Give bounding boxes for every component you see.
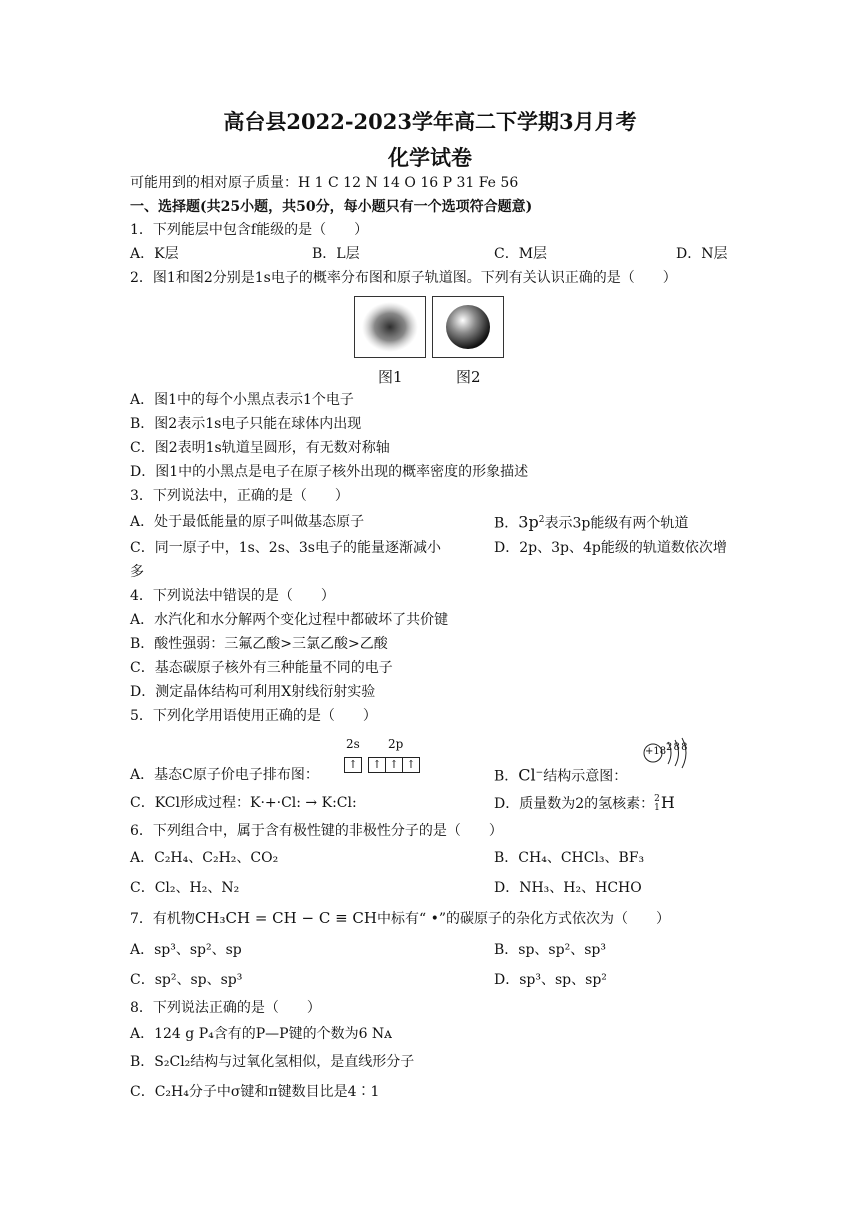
q5-d-nuclide — [654, 795, 660, 813]
orbital-diagram — [344, 754, 420, 773]
q5-d-mass: 2 — [654, 794, 660, 804]
q1-stem: 1．下列能层中包含f能级的是（ ） — [130, 222, 369, 238]
label-2p: 2p — [388, 737, 404, 751]
q3-option-d: D．2p、3p、4p能级的轨道数依次增 — [494, 540, 727, 556]
q2-option-c: C．图2表明1s轨道呈圆形，有无数对称轴 — [130, 440, 390, 456]
q3-b-prefix: B． — [494, 515, 519, 532]
q5-b-prefix: B． — [494, 768, 519, 785]
exam-title: 高台县2022-2023学年高二下学期3月月考 — [223, 109, 637, 134]
q8-option-b: B．S₂Cl₂结构与过氧化氢相似，是直线形分子 — [130, 1054, 415, 1070]
q3-b-sup: 2 — [538, 515, 545, 525]
q8-stem: 8．下列说法正确的是（ ） — [130, 1000, 321, 1016]
q6-option-c: C．Cl₂、H₂、N₂ — [130, 880, 240, 896]
section-header: 一、选择题(共25小题，共50分，每小题只有一个选项符合题意) — [130, 199, 533, 215]
exam-subtitle: 化学试卷 — [388, 145, 472, 170]
q1-option-c: C．M层 — [494, 246, 548, 262]
q7-option-d: D．sp³、sp、sp² — [494, 972, 607, 988]
orbital-box-2s: ↑ — [344, 757, 362, 773]
q5-stem: 5．下列化学用语使用正确的是（ ） — [130, 708, 377, 724]
sphere-image — [433, 297, 503, 357]
nucleus-charge: +18 — [645, 746, 667, 757]
q5-d-text: D．质量数为2的氢核素： — [494, 796, 655, 812]
q2-option-a: A．图1中的每个小黑点表示1个电子 — [130, 392, 354, 408]
q4-option-a: A．水汽化和水分解两个变化过程中都破坏了共价键 — [130, 612, 449, 628]
q7-stem — [130, 909, 670, 928]
q2-option-d: D．图1中的小黑点是电子在原子核外出现的概率密度的形象描述 — [130, 464, 529, 480]
q7-stem-suffix: 中标有“ •”的碳原子的杂化方式依次为（ ） — [376, 911, 670, 927]
orbital-sphere-figure — [432, 296, 504, 358]
chloride-structure-diagram — [642, 736, 694, 774]
q5-option-b — [494, 764, 627, 786]
q1-option-b: B．L层 — [312, 246, 360, 262]
q6-option-a: A．C₂H₄、C₂H₂、CO₂ — [130, 850, 279, 866]
q3-option-c-wrap: 多 — [130, 564, 144, 580]
q6-option-d: D．NH₃、H₂、HCHO — [494, 880, 642, 896]
q3-stem: 3．下列说法中，正确的是（ ） — [130, 488, 349, 504]
q3-option-a: A．处于最低能量的原子叫做基态原子 — [130, 514, 365, 530]
q1-option-a: A．K层 — [130, 246, 179, 262]
q3-b-rest: 表示3p能级有两个轨道 — [544, 515, 689, 532]
q6-option-b: B．CH₄、CHCl₃、BF₃ — [494, 850, 645, 866]
label-2s: 2s — [346, 737, 360, 751]
q5-b-rest: 结构示意图： — [543, 768, 628, 785]
q4-option-c: C．基态碳原子核外有三种能量不同的电子 — [130, 660, 393, 676]
electron-cloud-image — [355, 297, 425, 357]
q2-option-b: B．图2表示1s电子只能在球体内出现 — [130, 416, 362, 432]
q5-b-ion: Cl — [518, 765, 536, 785]
q6-stem: 6．下列组合中，属于含有极性键的非极性分子的是（ ） — [130, 823, 503, 839]
q7-option-b: B．sp、sp²、sp³ — [494, 942, 606, 958]
orbital-box-2p-1: ↑ — [368, 757, 386, 773]
q4-stem: 4．下列说法中错误的是（ ） — [130, 588, 335, 604]
q1-option-d: D．N层 — [676, 246, 728, 262]
atomic-mass-line: 可能用到的相对原子质量：H 1 C 12 N 14 O 16 P 31 Fe 56 — [130, 175, 519, 191]
fig2-caption: 图2 — [456, 368, 481, 386]
orbital-box-2p-2: ↑ — [386, 757, 403, 773]
q7-option-c: C．sp²、sp、sp³ — [130, 972, 243, 988]
shell-electrons: 2 8 8 — [666, 742, 687, 753]
q5-d-num: 1 — [654, 803, 660, 813]
q5-d-symbol: H — [660, 793, 675, 812]
fig1-caption: 图1 — [378, 368, 403, 386]
q8-option-a: A．124 g P₄含有的P—P键的个数为6 Nᴀ — [130, 1026, 393, 1042]
q5-b-charge: − — [535, 768, 544, 778]
q3-option-c: C．同一原子中，1s、2s、3s电子的能量逐渐减小 — [130, 540, 441, 556]
q4-option-b: B．酸性强弱：三氟乙酸>三氯乙酸>乙酸 — [130, 636, 388, 652]
q5-option-a: A．基态C原子价电子排布图： — [130, 767, 319, 783]
q7-stem-prefix: 7．有机物 — [130, 911, 195, 927]
q3-b-formula: 3p — [518, 512, 539, 532]
q4-option-d: D．测定晶体结构可利用X射线衍射实验 — [130, 684, 376, 700]
probability-cloud-figure — [354, 296, 426, 358]
q2-stem: 2．图1和图2分别是1s电子的概率分布图和原子轨道图。下列有关认识正确的是（ ） — [130, 270, 677, 286]
q7-formula: CH₃CH = CH − C ≡ CH — [194, 909, 377, 927]
q5-option-c: C．KCl形成过程：K·+·Cl: → K:Cl: — [130, 795, 357, 811]
q8-option-c: C．C₂H₄分子中σ键和π键数目比是4∶1 — [130, 1084, 380, 1100]
q7-option-a: A．sp³、sp²、sp — [130, 942, 242, 958]
q3-option-b — [494, 511, 688, 533]
q5-option-d — [494, 794, 675, 813]
orbital-box-2p-3: ↑ — [403, 757, 420, 773]
